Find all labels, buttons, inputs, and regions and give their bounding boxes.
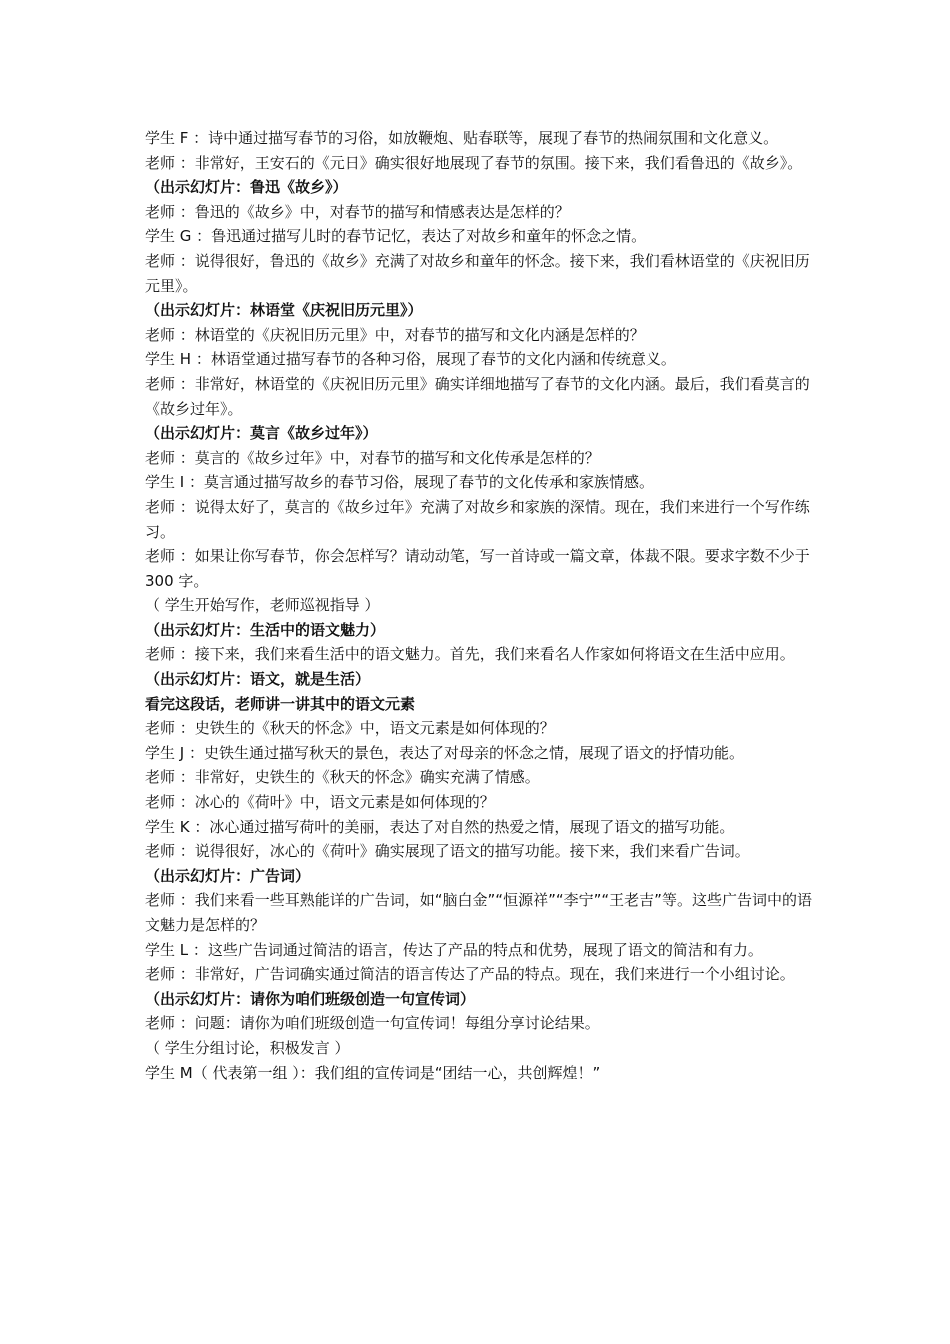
dialogue-line: 老师 ：我们来看一些耳熟能详的广告词，如“脑白金”“恒源祥”“李宁”“王老吉”等。这些广告词中的语文魅力是怎样的？ — [145, 891, 812, 934]
dialogue-line: 老师 ：说得很好，冰心的《荷叶》确实展现了语文的描写功能。接下来，我们来看广告词。 — [145, 842, 750, 861]
dialogue-line: 老师 ：如果让你写春节，你会怎样写？请动动笔，写一首诗或一篇文章，体裁不限。要求字数不少于 300 字。 — [145, 547, 810, 590]
dialogue-line: 老师 ：问题：请你为咱们班级创造一句宣传词！每组分享讨论结果。 — [145, 1014, 600, 1033]
dialogue-line: （ 学生分组讨论，积极发言 ） — [145, 1038, 350, 1057]
dialogue-line: 学生 H ：林语堂通过描写春节的各种习俗，展现了春节的文化内涵和传统意义。 — [145, 350, 676, 369]
slide-heading: （出示幻灯片：林语堂《庆祝旧历元里》） — [145, 301, 423, 320]
dialogue-line: 学生 G ：鲁迅通过描写儿时的春节记忆，表达了对故乡和童年的怀念之情。 — [145, 227, 647, 246]
slide-heading: （出示幻灯片：生活中的语文魅力） — [145, 620, 386, 639]
lesson-transcript — [145, 126, 821, 1085]
dialogue-line: 老师 ：非常好，林语堂的《庆祝旧历元里》确实详细地描写了春节的文化内涵。最后，我们看莫言的《故乡过年》。 — [145, 374, 810, 418]
dialogue-line: 老师 ：鲁迅的《故乡》中，对春节的描写和情感表达是怎样的？ — [145, 202, 570, 221]
dialogue-line: 老师 ：莫言的《故乡过年》中，对春节的描写和文化传承是怎样的？ — [145, 448, 600, 467]
dialogue-line: 学生 K ：冰心通过描写荷叶的美丽，表达了对自然的热爱之情，展现了语文的描写功能。 — [145, 817, 735, 836]
dialogue-line: 学生 L ：这些广告词通过简洁的语言，传达了产品的特点和优势，展现了语文的简洁和有力。 — [145, 940, 763, 959]
slide-heading: （出示幻灯片：鲁迅《故乡》） — [145, 178, 348, 197]
dialogue-line: 老师 ：冰心的《荷叶》中，语文元素是如何体现的？ — [145, 793, 495, 812]
dialogue-line: 学生 J ：史铁生通过描写秋天的景色，表达了对母亲的怀念之情，展现了语文的抒情功能。 — [145, 743, 744, 762]
slide-heading: （出示幻灯片：莫言《故乡过年》） — [145, 424, 378, 443]
dialogue-line: 老师 ：林语堂的《庆祝旧历元里》中，对春节的描写和文化内涵是怎样的？ — [145, 325, 645, 344]
slide-heading: （出示幻灯片：请你为咱们班级创造一句宣传词） — [145, 989, 476, 1008]
dialogue-line: 老师 ：非常好，史铁生的《秋天的怀念》确实充满了情感。 — [145, 768, 540, 787]
dialogue-line: 学生 F ：诗中通过描写春节的习俗，如放鞭炮、贴春联等，展现了春节的热闹氛围和文化意义。 — [145, 129, 779, 147]
slide-heading: （出示幻灯片：广告词） — [145, 866, 311, 885]
dialogue-line: 老师 ：说得太好了，莫言的《故乡过年》充满了对故乡和家族的深情。现在，我们来进行一个写作练习。 — [145, 497, 810, 541]
slide-heading: 看完这段话，老师讲一讲其中的语文元素 — [145, 694, 416, 713]
slide-heading: （出示幻灯片：语文，就是生活） — [145, 670, 371, 689]
dialogue-line: （ 学生开始写作，老师巡视指导 ） — [145, 596, 380, 615]
dialogue-line: 老师 ：接下来，我们来看生活中的语文魅力。首先，我们来看名人作家如何将语文在生活中应用。 — [145, 645, 795, 664]
dialogue-line: 老师 ：非常好，广告词确实通过简洁的语言传达了产品的特点。现在，我们来进行一个小组讨论。 — [145, 965, 795, 984]
dialogue-line: 老师 ：史铁生的《秋天的怀念》中，语文元素是如何体现的？ — [145, 719, 555, 738]
dialogue-line: 学生 I ：莫言通过描写故乡的春节习俗，展现了春节的文化传承和家族情感。 — [145, 473, 654, 492]
dialogue-line: 老师 ：非常好，王安石的《元日》确实很好地展现了春节的氛围。接下来，我们看鲁迅的《故乡》。 — [145, 153, 803, 172]
dialogue-line: 老师 ：说得很好，鲁迅的《故乡》充满了对故乡和童年的怀念。接下来，我们看林语堂的《庆祝旧历元里》。 — [145, 251, 810, 295]
dialogue-line: 学生 M（ 代表第一组 ）：我们组的宣传词是“团结一心，共创辉煌！” — [145, 1063, 601, 1082]
